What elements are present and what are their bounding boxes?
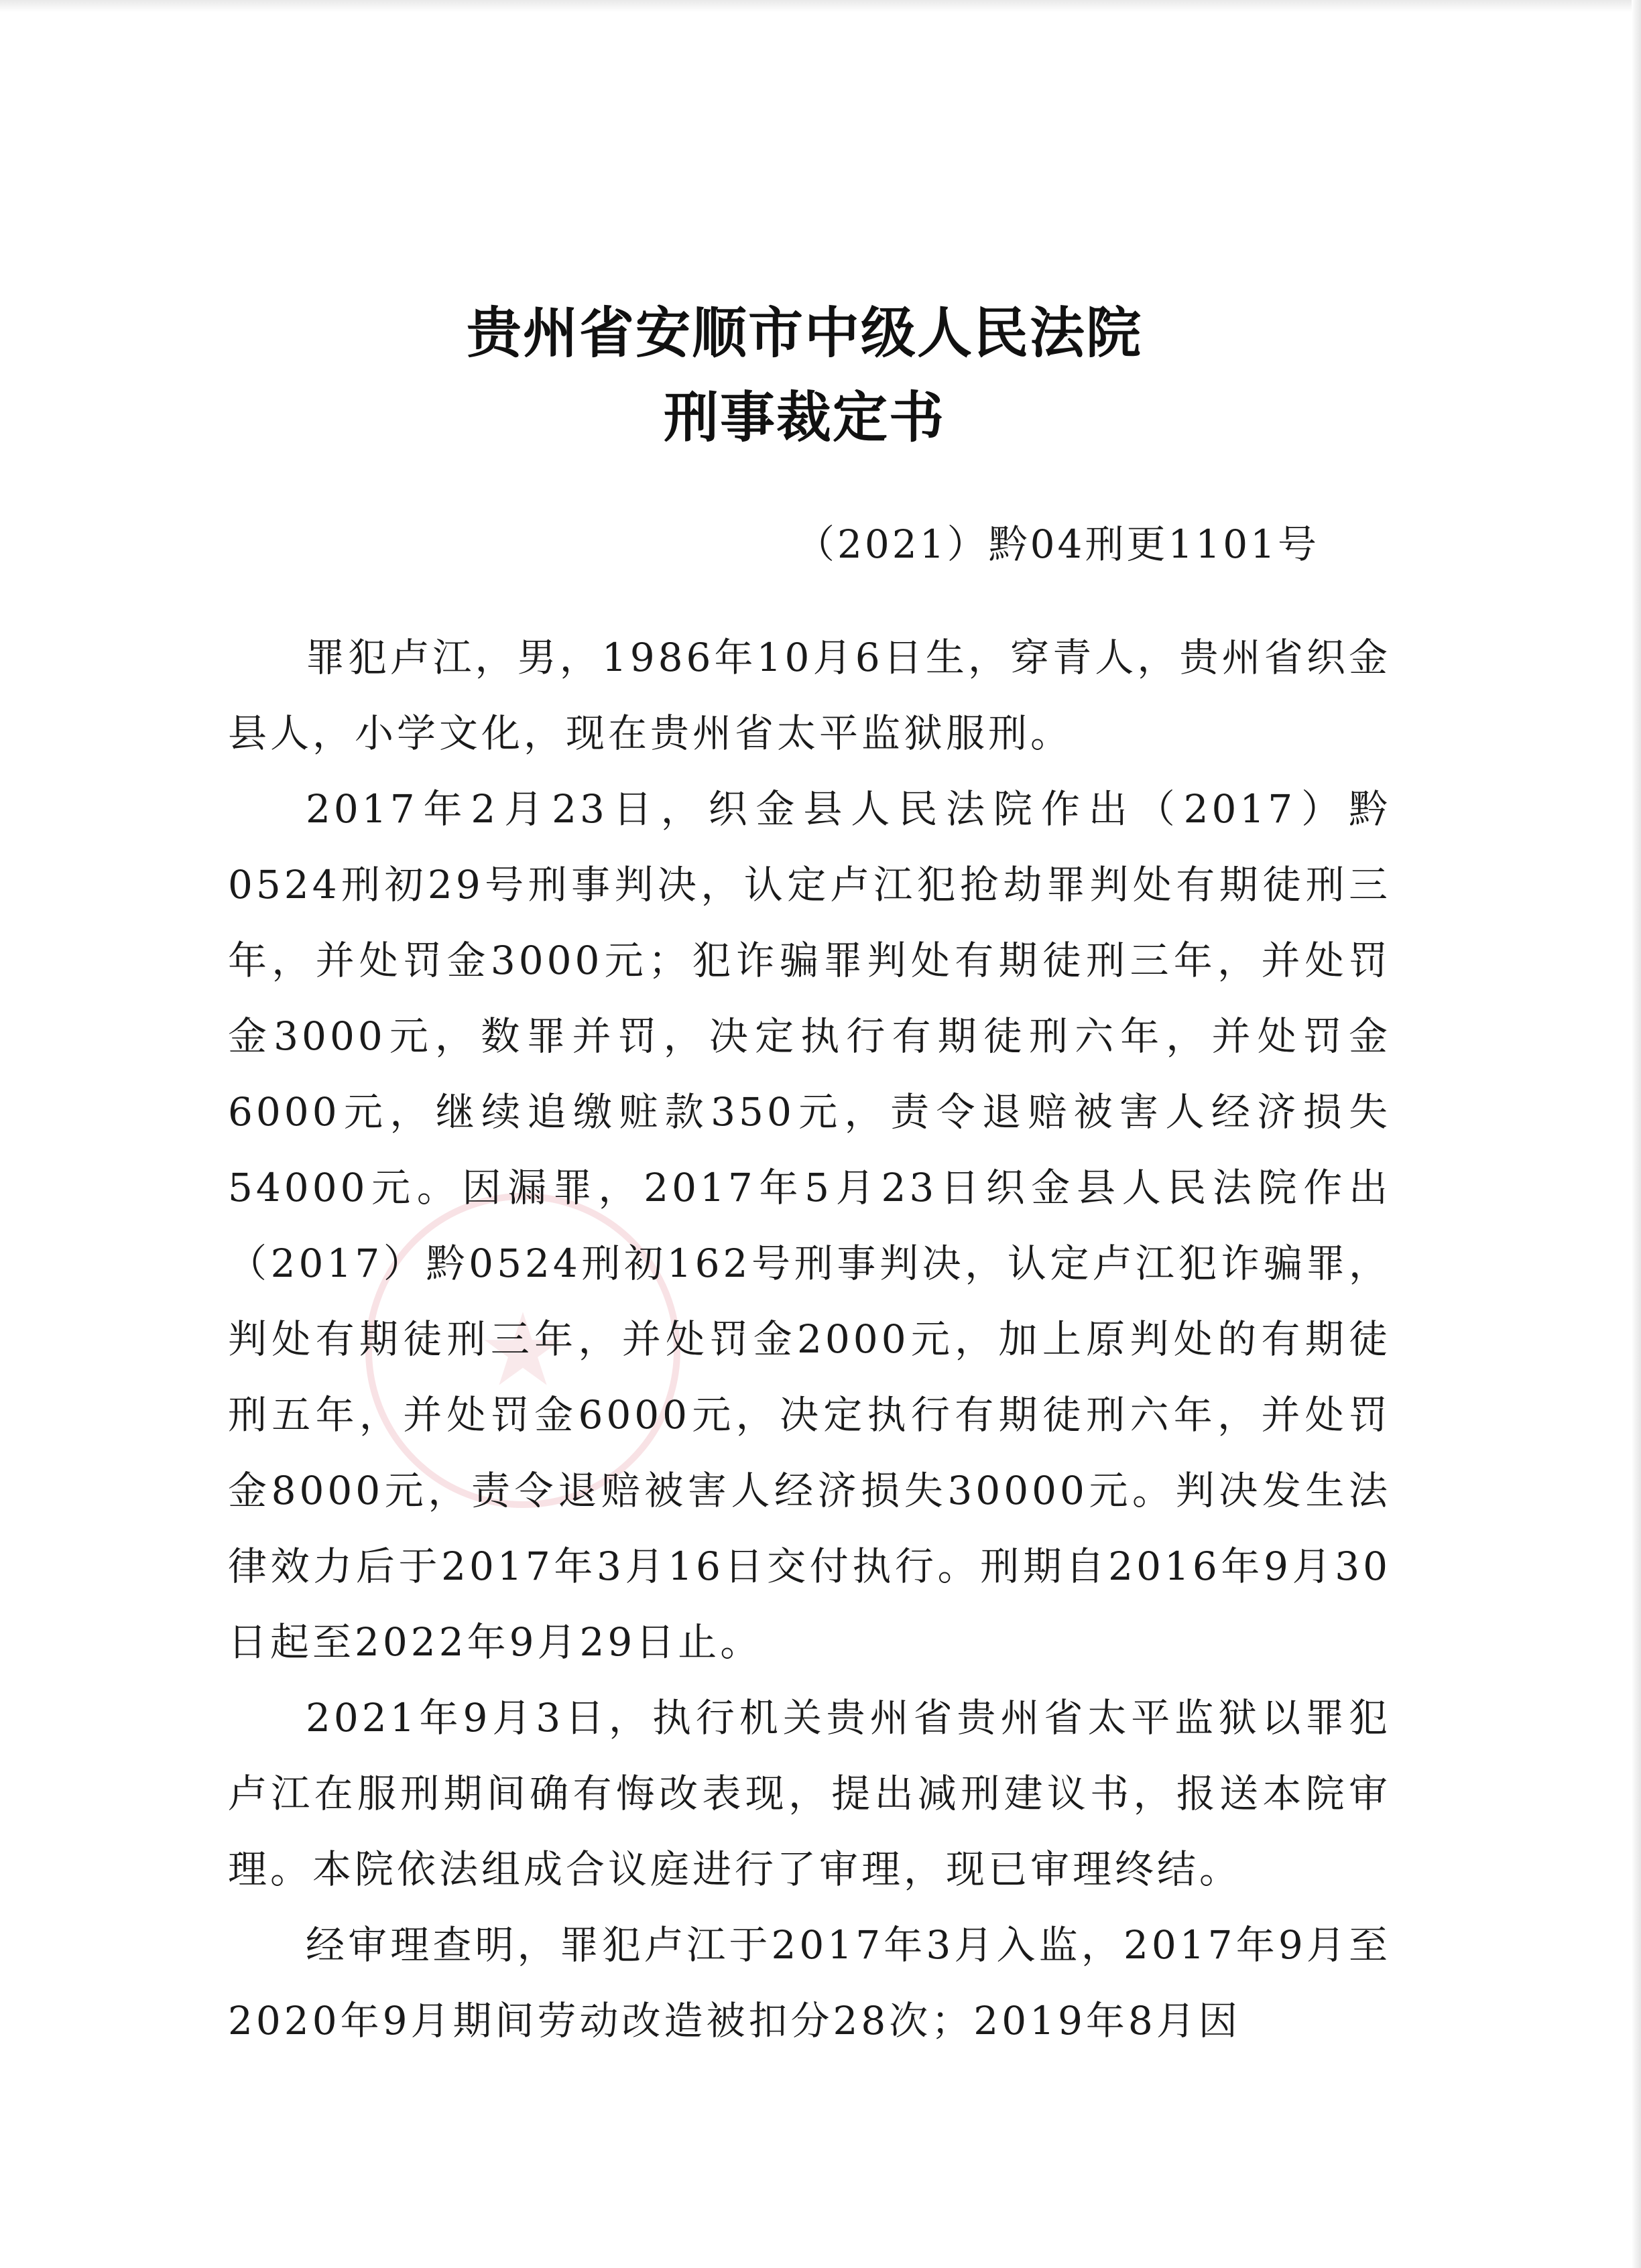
case-number: （2021）黔04刑更1101号 xyxy=(795,521,1319,567)
scan-edge-right xyxy=(1632,0,1641,2268)
document-type-title: 刑事裁定书 xyxy=(663,386,945,450)
paragraph-findings: 经审理查明，罪犯卢江于2017年3月入监，2017年9月至2020年9月期间劳动改造被扣分28次；2019年8月因 xyxy=(228,1922,1391,2043)
paragraph-original-judgment: 2017年2月23日，织金县人民法院作出（2017）黔0524刑初29号刑事判决，认定卢江犯抢劫罪判处有期徒刑三年，并处罚金3000元；犯诈骗罪判处有期徒刑三年，并处罚金3000元，数罪并罚，决定执行有期徒刑六年，并处罚金6000元，继续追缴赃款350元，责令退赔被害人经济损失54000元。因漏罪，2017年5月23日织金县人民法院作出（2017）黔0524刑初162号刑事判决，认定卢江犯诈骗罪，判处有期徒刑三年，并处罚金2000元，加上原判处的有期徒刑五年，并处罚金6000元，决定执行有期徒刑六年，并处罚金8000元，责令退赔被害人经济损失30000元。判决发生法律效力后于2017年3月16日交付执行。刑期自2016年9月30日起至2022年9月29日止。 xyxy=(228,786,1391,1665)
document-body xyxy=(228,620,1391,2059)
scan-edge-top xyxy=(0,0,1641,12)
paragraph-commutation-proposal: 2021年9月3日，执行机关贵州省贵州省太平监狱以罪犯卢江在服刑期间确有悔改表现，提出减刑建议书，报送本院审理。本院依法组成合议庭进行了审理，现已审理终结。 xyxy=(228,1695,1391,1892)
court-name-title: 贵州省安顺市中级人民法院 xyxy=(466,302,1142,365)
paragraph-criminal-info: 罪犯卢江，男，1986年10月6日生，穿青人，贵州省织金县人，小学文化，现在贵州省太平监狱服刑。 xyxy=(228,635,1391,756)
